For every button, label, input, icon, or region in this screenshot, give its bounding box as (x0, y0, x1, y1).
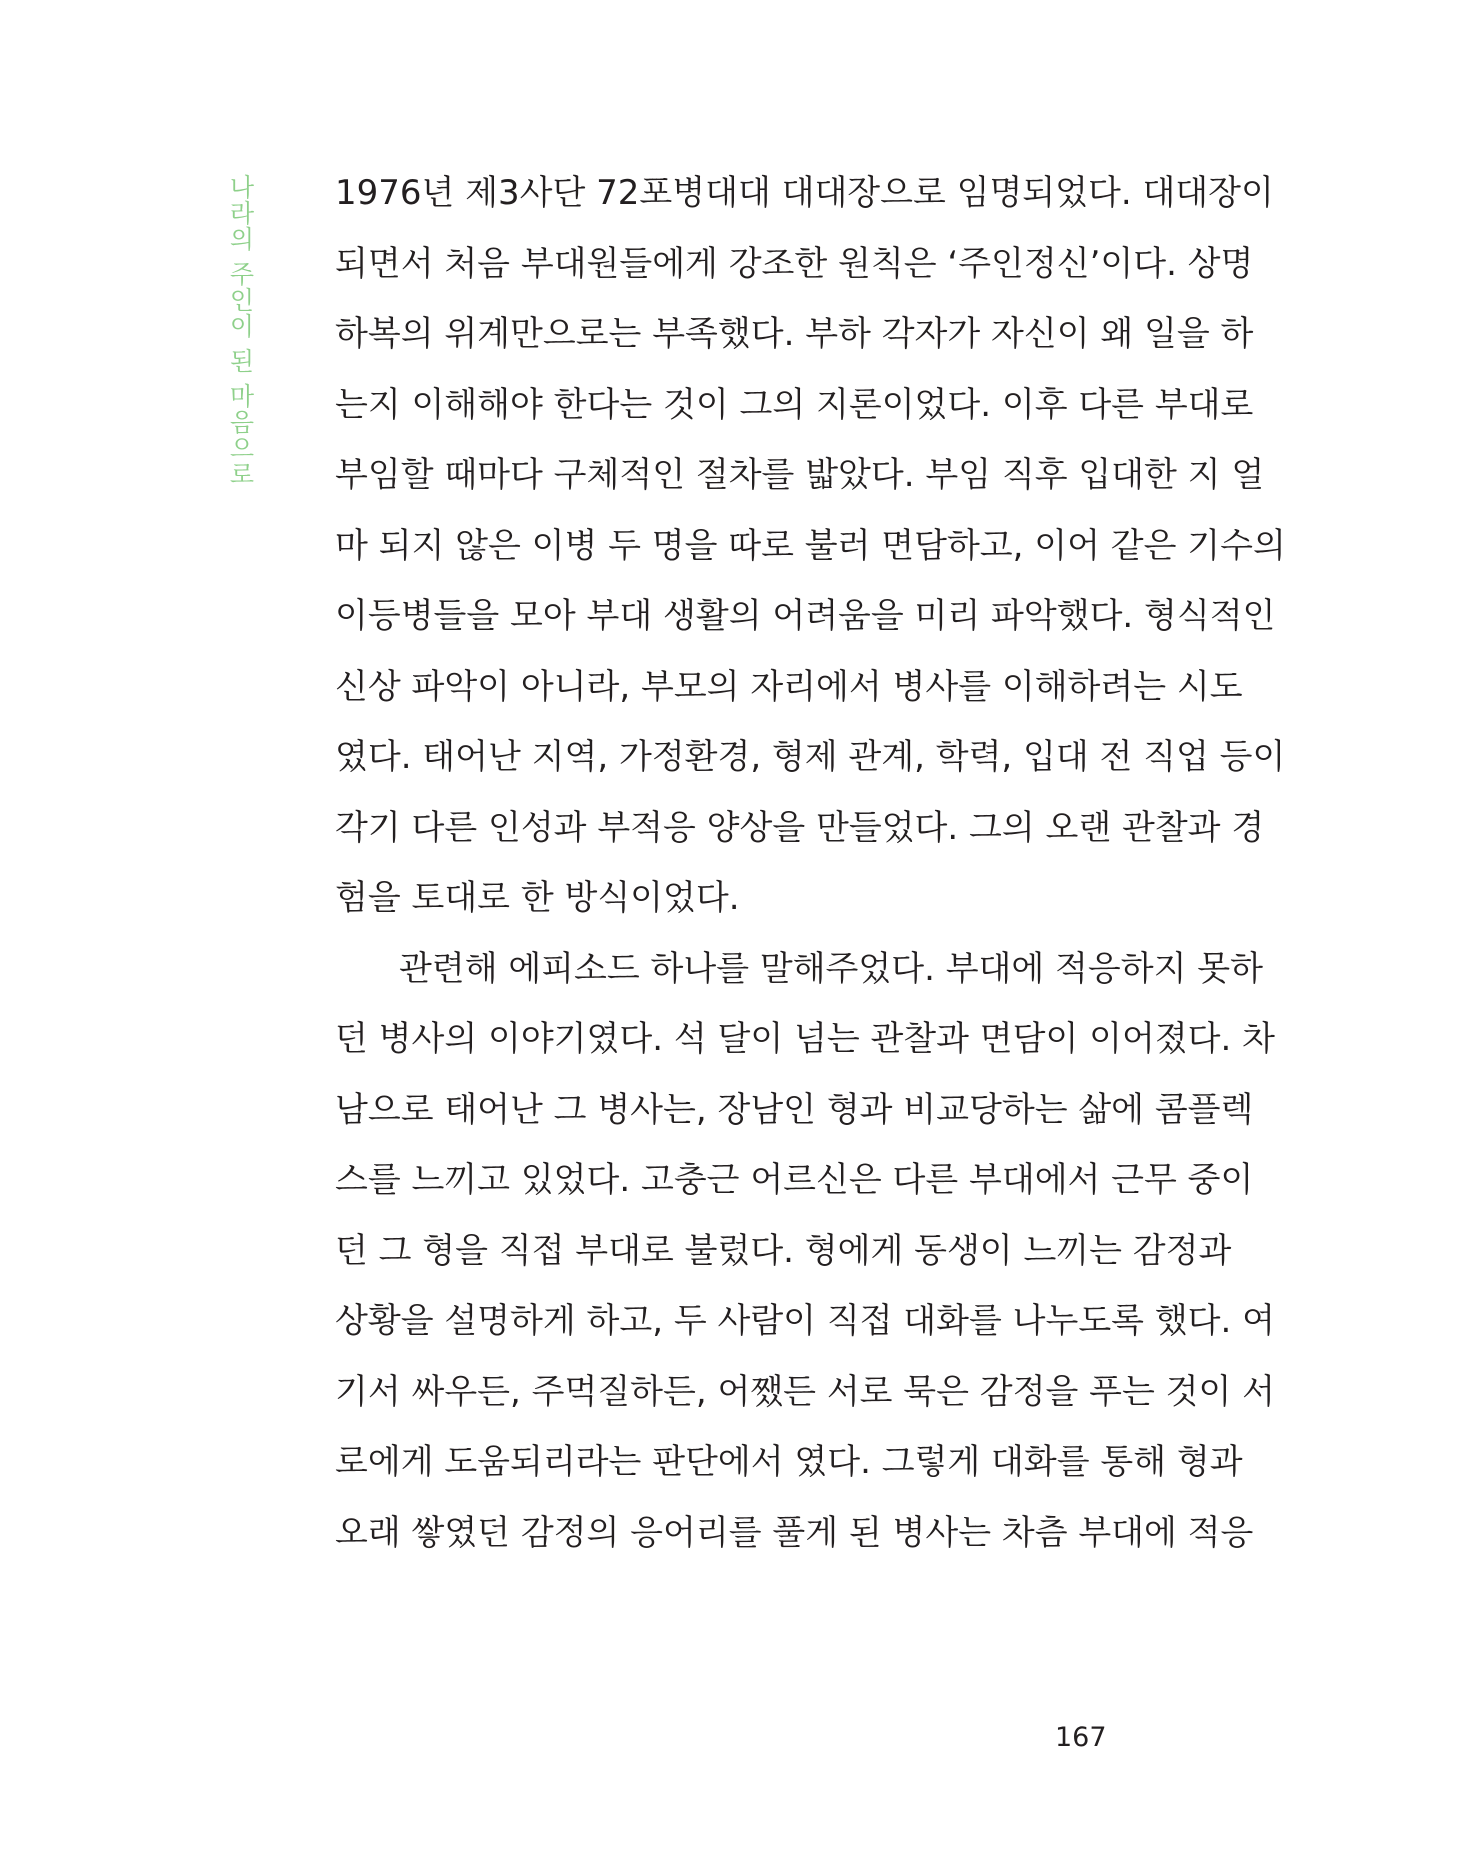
text-line: 이등병들을 모아 부대 생활의 어려움을 미리 파악했다. 형식적인 (335, 596, 1276, 636)
text-line: 였다. 태어난 지역, 가정환경, 형제 관계, 학력, 입대 전 직업 등이 (335, 737, 1286, 777)
text-line: 험을 토대로 한 방식이었다. (335, 878, 740, 918)
text-line: 스를 느끼고 있었다. 고충근 어르신은 다른 부대에서 근무 중이 (335, 1160, 1254, 1200)
text-line: 는지 이해해야 한다는 것이 그의 지론이었다. 이후 다른 부대로 (335, 384, 1254, 425)
text-line: 로에게 도움되리라는 판단에서 였다. 그렇게 대화를 통해 형과 (335, 1442, 1243, 1482)
text-line: 1976년 제3사단 72포병대대 대대장으로 임명되었다. 대대장이 (335, 173, 1274, 213)
text-line: 기서 싸우든, 주먹질하든, 어쨌든 서로 묵은 감정을 푸는 것이 서 (335, 1371, 1275, 1412)
paragraph (335, 934, 1275, 1569)
text-line: 신상 파악이 아니라, 부모의 자리에서 병사를 이해하려는 시도 (335, 666, 1243, 707)
text-line: 관련해 에피소드 하나를 말해주었다. 부대에 적응하지 못하 (399, 948, 1263, 989)
text-line: 하복의 위계만으로는 부족했다. 부하 각자가 자신이 왜 일을 하 (335, 314, 1254, 354)
text-line: 부임할 때마다 구체적인 절차를 밟았다. 부임 직후 입대한 지 얼 (335, 455, 1265, 495)
text-line: 오래 쌓였던 감정의 응어리를 풀게 된 병사는 차츰 부대에 적응 (335, 1512, 1254, 1553)
text-line: 던 그 형을 직접 부대로 불렀다. 형에게 동생이 느끼는 감정과 (335, 1230, 1232, 1271)
text-line: 마 되지 않은 이병 두 명을 따로 불러 면담하고, 이어 같은 기수의 (335, 525, 1286, 566)
running-header: 나라의 주인이 된 마음으로 (226, 174, 255, 487)
text-line: 남으로 태어난 그 병사는, 장남인 형과 비교당하는 삶에 콤플렉 (335, 1089, 1254, 1130)
text-line: 각기 다른 인성과 부적응 양상을 만들었다. 그의 오랜 관찰과 경 (335, 807, 1265, 848)
paragraph (335, 158, 1286, 934)
body-text (335, 158, 1286, 1568)
text-line: 되면서 처음 부대원들에게 강조한 원칙은 ‘주인정신’이다. 상명 (335, 243, 1254, 284)
text-line: 상황을 설명하게 하고, 두 사람이 직접 대화를 나누도록 했다. 여 (335, 1301, 1275, 1341)
text-line: 던 병사의 이야기였다. 석 달이 넘는 관찰과 면담이 이어졌다. 차 (335, 1019, 1275, 1059)
page-number: 167 (1055, 1722, 1107, 1753)
